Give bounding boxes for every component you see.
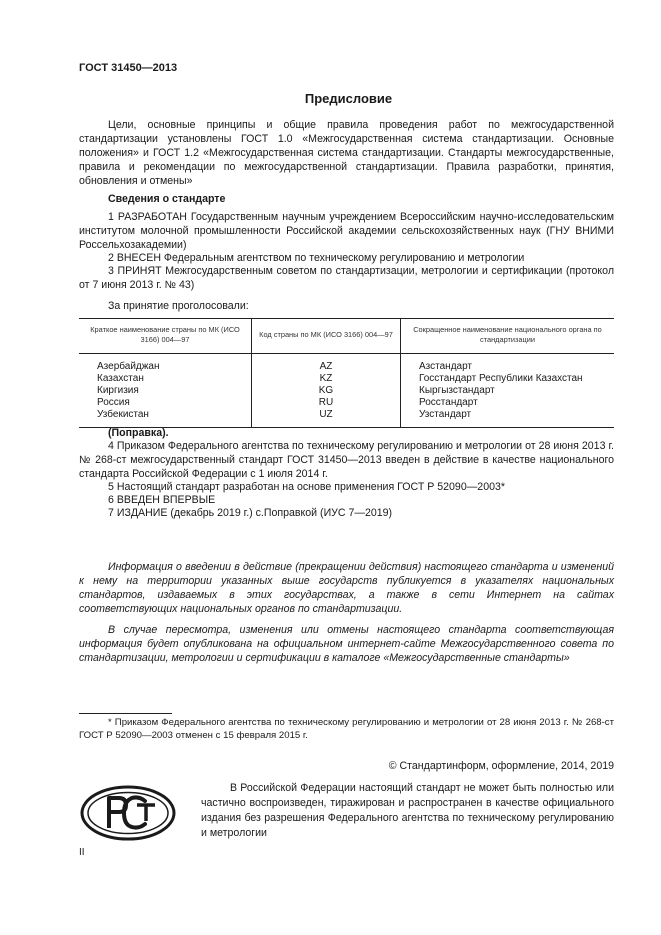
item-developed: 1 РАЗРАБОТАН Государственным научным учреждением Всероссийским научно-исследовательским институтом молочной промышленности Российской академии сельскохозяйственных наук (ГНУ ВНИМИ Россельхозакадемии) [79, 211, 614, 251]
page-title: Предисловие [304, 91, 393, 106]
standards-authority: Узстандарт [401, 409, 615, 428]
item-based-on: 5 Настоящий стандарт разработан на основе применения ГОСТ Р 52090—2003* [108, 481, 505, 493]
item-submitted: 2 ВНЕСЕН Федеральным агентством по техническому регулированию и метрологии [108, 252, 525, 264]
country-code: KZ [252, 373, 401, 385]
country-code: AZ [252, 354, 401, 374]
standard-info-heading: Сведения о стандарте [108, 193, 226, 205]
footnote: * Приказом Федерального агентства по техническому регулированию и метрологии от 28 июня 2013 г. № 268-ст ГОСТ Р 52090—2003 отменен с 15 февраля 2015 г. [79, 717, 614, 741]
standards-authority: Азстандарт [401, 354, 615, 374]
column-header-authority: Сокращенное наименование национального органа по стандартизации [401, 319, 615, 354]
table-row [79, 354, 614, 374]
page-number: II [79, 847, 85, 858]
country-name: Россия [97, 397, 130, 408]
footnote-divider [79, 713, 172, 714]
document-header: ГОСТ 31450—2013 [79, 62, 178, 74]
voted-label: За принятие проголосовали: [108, 300, 249, 312]
country-name: Узбекистан [79, 409, 252, 428]
column-header-code: Код страны по МК (ИСО 3166) 004—97 [252, 319, 401, 354]
item-adopted: 3 ПРИНЯТ Межгосударственным советом по стандартизации, метрологии и сертификации (протокол от 7 июня 2013 г. № 43) [79, 265, 614, 291]
rst-certification-mark-icon [79, 784, 177, 846]
column-header-country: Краткое наименование страны по МК (ИСО 3166) 004—97 [79, 319, 252, 354]
country-name: Казахстан [97, 373, 144, 384]
table-row [79, 385, 614, 397]
standards-authority: Кыргызстандарт [401, 385, 615, 397]
notice-paragraph-1: Информация о введении в действие (прекращении действия) настоящего стандарта и изменений к нему на территории указанных выше государств публикуется в указателях национальных стандартов, издаваемых в этих государствах, а также в сети Интернет на сайтах соответствующих национальных органов по стандартизации. [79, 561, 614, 615]
country-code: UZ [252, 409, 401, 428]
copyright-notice: © Стандартинформ, оформление, 2014, 2019 [388, 760, 614, 772]
standards-authority: Госстандарт Республики Казахстан [401, 373, 615, 385]
country-code: KG [252, 385, 401, 397]
table-row [79, 409, 614, 428]
standards-authority: Росстандарт [401, 397, 615, 409]
table-row [79, 373, 614, 385]
table-row [79, 397, 614, 409]
item-edition: 7 ИЗДАНИЕ (декабрь 2019 г.) с.Поправкой (ИУС 7—2019) [108, 507, 393, 519]
table-header-row [79, 319, 614, 354]
item-enacted: 4 Приказом Федерального агентства по техническому регулированию и метрологии от 28 июня 2013 г. № 268-ст межгосударственный стандарт ГОСТ 31450—2013 введен в действие в качестве национального стандарта Российской Федерации с 1 июля 2014 г. [79, 440, 614, 480]
country-name: Киргизия [97, 385, 139, 396]
intro-paragraph: Цели, основные принципы и общие правила проведения работ по межгосударственной стандартизации установлены ГОСТ 1.0 «Межгосударственная система стандартизации. Основные положения» и ГОСТ 1.2 «Межгосударственная система стандартизации. Стандарты межгосударственные, правила и рекомендации по межгосударственной стандартизации. Правила разработки, принятия, обновления и отмены» [79, 119, 614, 187]
reproduction-rights-notice: В Российской Федерации настоящий стандарт не может быть полностью или частично воспроизведен, тиражирован и распространен в качестве официального издания без разрешения Федерального агентства по техническому регулированию и метрологии [201, 782, 614, 839]
amendment-note: (Поправка). [108, 427, 169, 439]
country-code: RU [252, 397, 401, 409]
item-first-introduced: 6 ВВЕДЕН ВПЕРВЫЕ [108, 494, 216, 506]
voting-countries-table [79, 318, 614, 428]
notice-paragraph-2: В случае пересмотра, изменения или отмены настоящего стандарта соответствующая информация будет опубликована на официальном интернет-сайте Межгосударственного совета по стандартизации, метрологии и сертификации в каталоге «Межгосударственные стандарты» [79, 624, 614, 664]
country-name: Азербайджан [97, 361, 160, 372]
